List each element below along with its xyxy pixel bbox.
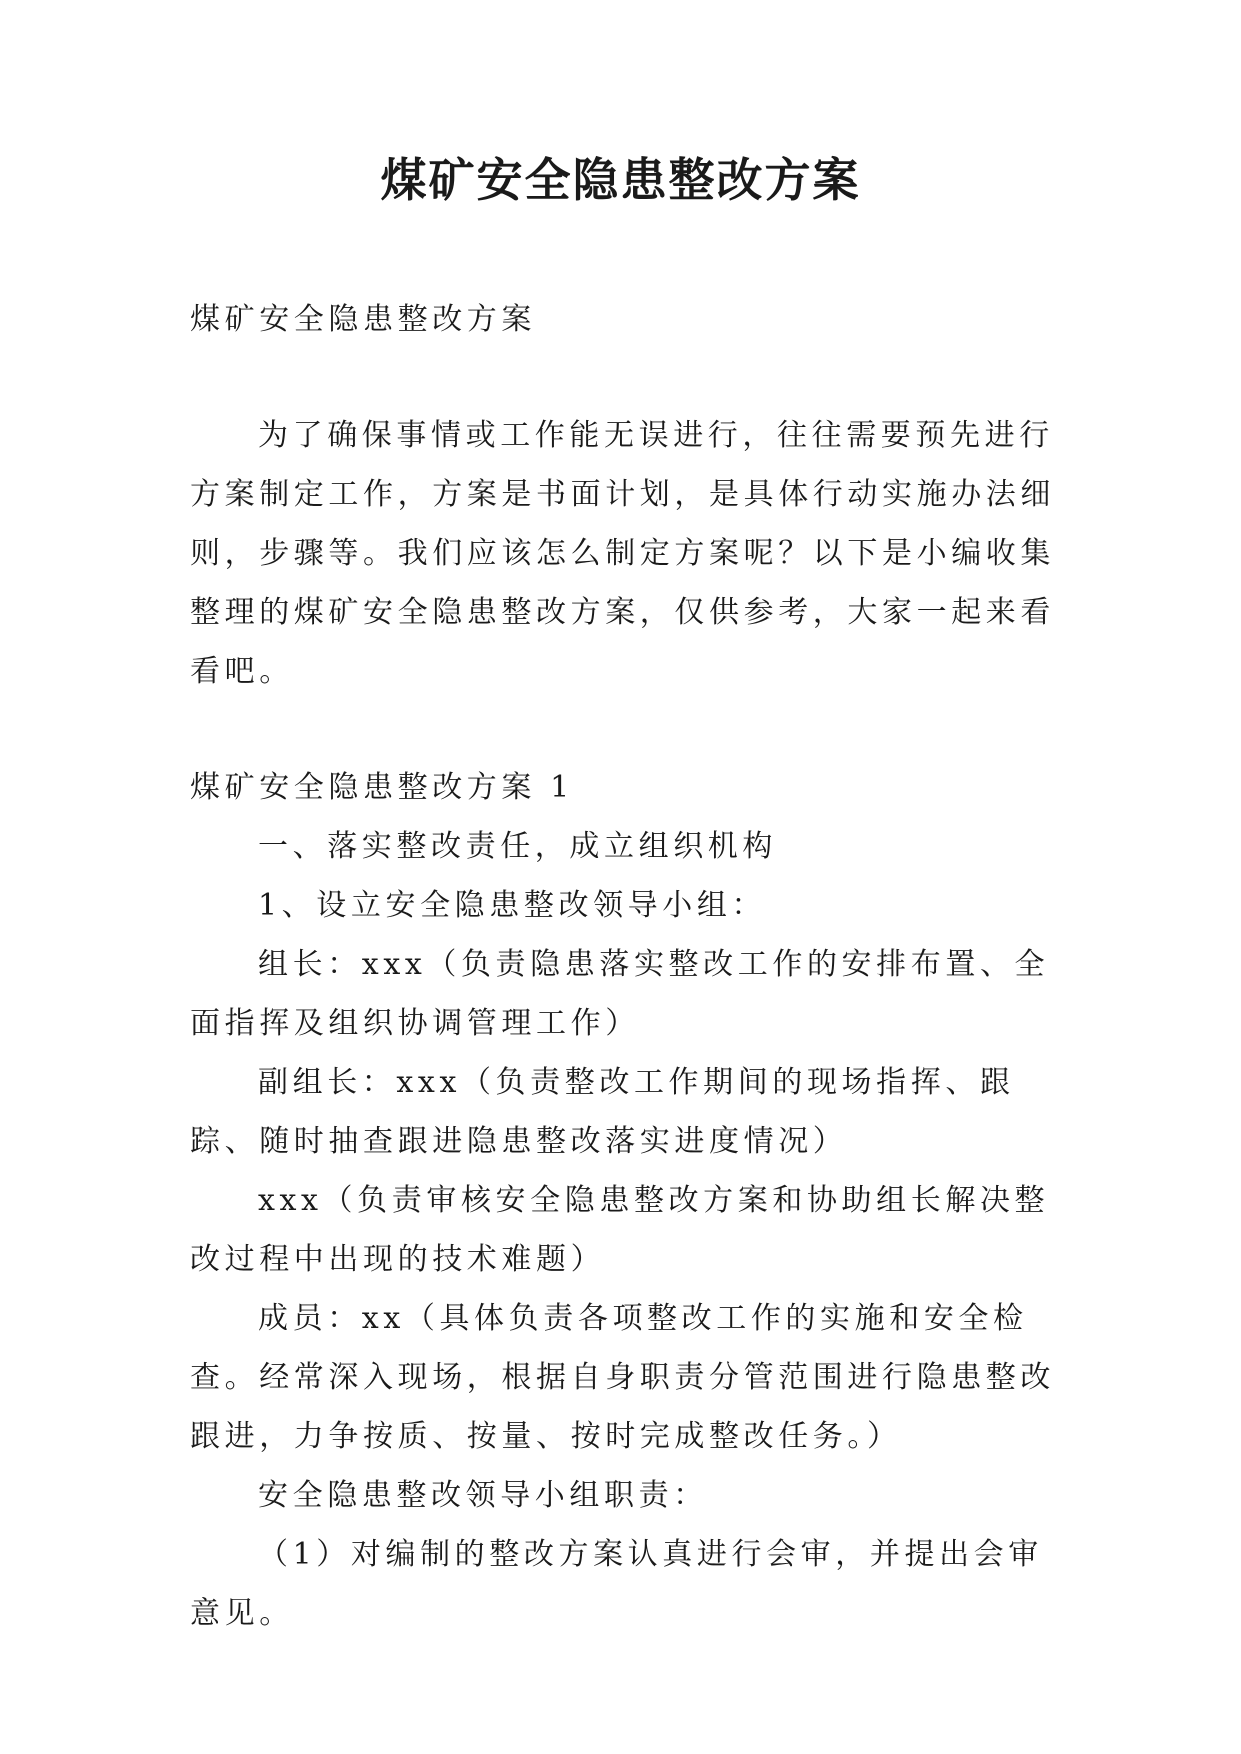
paragraph-deputy-leader: 副组长：xxx（负责整改工作期间的现场指挥、跟踪、随时抽查跟进隐患整改落实进度情况）	[190, 1065, 1015, 1159]
paragraph-members: 成员：xx（具体负责各项整改工作的实施和安全检查。经常深入现场，根据自身职责分管范围进行隐患整改跟进，力争按质、按量、按时完成整改任务。）	[190, 1301, 1055, 1454]
paragraph-responsibilities-heading: 安全隐患整改领导小组职责：	[258, 1478, 708, 1513]
section-title: 煤矿安全隐患整改方案 1	[190, 770, 574, 805]
paragraph-item-1: 1、设立安全隐患整改领导小组：	[258, 888, 767, 923]
paragraph-technical-reviewer: xxx（负责审核安全隐患整改方案和协助组长解决整改过程中出现的技术难题）	[190, 1183, 1050, 1277]
document-body	[190, 290, 1060, 1643]
document-subtitle: 煤矿安全隐患整改方案	[190, 302, 536, 337]
document-title: 煤矿安全隐患整改方案	[380, 153, 861, 207]
paragraph-heading-1: 一、落实整改责任，成立组织机构	[258, 829, 777, 864]
paragraph-responsibility-1: （1）对编制的整改方案认真进行会审，并提出会审意见。	[190, 1537, 1043, 1631]
intro-paragraph: 为了确保事情或工作能无误进行，往往需要预先进行方案制定工作，方案是书面计划，是具体行动实施办法细则，步骤等。我们应该怎么制定方案呢？以下是小编收集整理的煤矿安全隐患整改方案，仅供参考，大家一起来看看吧。	[190, 418, 1055, 689]
paragraph-leader: 组长：xxx（负责隐患落实整改工作的安排布置、全面指挥及组织协调管理工作）	[190, 947, 1050, 1041]
